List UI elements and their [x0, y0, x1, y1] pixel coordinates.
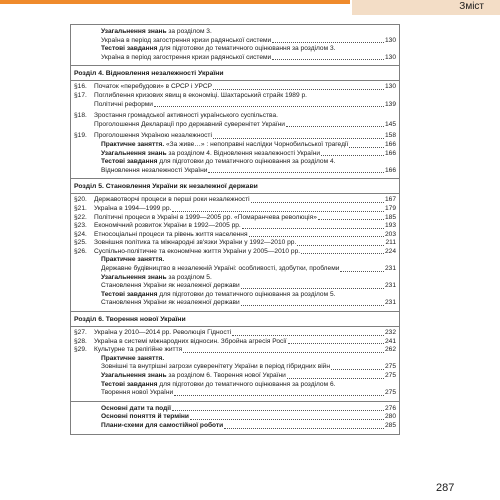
section-3-tail — [71, 25, 399, 65]
toc-entry-text: Україна у 2010—2014 рр. Революція Гідності — [94, 329, 232, 337]
toc-page: 280 — [384, 413, 396, 421]
leader-dots — [242, 228, 384, 229]
toc-entry-text: Суспільно-політичне та економічне життя України у 2005—2010 рр. — [94, 247, 301, 255]
leader-dots — [213, 138, 384, 139]
section-title: Розділ 6. Творення нової України — [74, 316, 186, 324]
toc-entry[interactable] — [71, 101, 399, 110]
paragraph-number: §19. — [74, 132, 87, 140]
toc-entry-text: Творення нової України — [101, 389, 174, 397]
toc-entry[interactable] — [71, 54, 399, 63]
test-heading — [71, 291, 399, 300]
toc-entry-text: Початок «перебудови» в СРСР і УРСР — [94, 83, 213, 91]
appendix-section — [71, 401, 399, 434]
paragraph-number: §22. — [74, 213, 87, 221]
leader-dots — [174, 395, 384, 396]
toc-entry-text: Державотворчі процеси в перші роки незалежності — [94, 196, 250, 204]
toc-entry-text: Економічний розвиток України в 1992—2005 рр. — [94, 222, 241, 230]
toc-entry[interactable] — [71, 37, 399, 46]
toc-entry-text: Проголошення Україною незалежності — [94, 132, 212, 140]
toc-entry-text: Плани-схеми для самостійної роботи — [101, 421, 224, 429]
summary-label: Узагальнення знань — [101, 372, 167, 379]
toc-page: 275 — [384, 363, 396, 371]
toc-page: 166 — [384, 140, 396, 148]
toc-entry[interactable] — [71, 413, 399, 422]
paragraph-number: §23. — [74, 222, 87, 230]
summary-label: Узагальнення знань — [101, 273, 167, 281]
toc-page: 185 — [384, 213, 396, 221]
toc-page: 130 — [384, 36, 396, 44]
toc-entry-test[interactable] — [71, 389, 399, 398]
summary-text: за розділом 3. — [166, 28, 212, 35]
leader-dots — [288, 343, 384, 344]
leader-dots — [301, 253, 384, 254]
practical-heading: Практичне заняття. — [101, 354, 165, 362]
test-text: для підготовки до тематичного оцінювання за розділом 5. — [157, 290, 336, 298]
toc-entry-text: «За живе…» : непоправні наслідки Чорнобильської трагедії — [164, 140, 349, 148]
toc-page: 275 — [384, 389, 396, 397]
section-title: Розділ 4. Відновлення незалежності України — [74, 70, 224, 78]
toc-entry[interactable] — [71, 248, 399, 257]
leader-dots — [321, 155, 384, 156]
toc-entry[interactable] — [71, 329, 399, 338]
leader-dots — [272, 59, 384, 60]
table-of-contents — [70, 24, 400, 435]
toc-entry-text: за розділом 6. Творення нової України — [166, 372, 286, 379]
toc-page: 130 — [384, 83, 396, 91]
paragraph-number: §17. — [74, 91, 87, 99]
summary-label: Узагальнення знань — [101, 149, 167, 157]
toc-entry-text: Зовнішня політика та міжнародні зв'язки України у 1992—2010 рр. — [94, 239, 297, 247]
leader-dots — [251, 202, 384, 203]
leader-dots — [241, 305, 384, 306]
toc-page: 232 — [384, 329, 396, 337]
test-label: Тестові завдання — [101, 380, 158, 388]
toc-page: 158 — [384, 132, 396, 140]
toc-entry-text: Україна в системі міжнародних відносин. Збройна агресія Росії — [94, 337, 287, 345]
leader-dots — [190, 419, 384, 420]
section-4 — [71, 65, 399, 178]
header-tab — [352, 0, 500, 15]
toc-entry-text: Україна в період загострення кризи радянської системи — [101, 53, 272, 61]
leader-dots — [272, 42, 384, 43]
toc-entry-summary[interactable] — [71, 372, 399, 381]
leader-dots — [208, 172, 384, 173]
leader-dots — [318, 219, 384, 220]
leader-dots — [172, 410, 384, 411]
paragraph-number: §29. — [74, 346, 87, 354]
toc-entry[interactable] — [71, 121, 399, 130]
toc-page: 167 — [384, 196, 396, 204]
header-title: Зміст — [459, 1, 484, 12]
test-heading — [71, 158, 399, 167]
paragraph-number: §25. — [74, 239, 87, 247]
leader-dots — [249, 236, 384, 237]
toc-entry-text: Політичні реформи — [94, 100, 153, 108]
practical-heading: Практичне заняття. — [101, 256, 165, 264]
section-6-body — [71, 326, 399, 401]
toc-page: 285 — [384, 421, 396, 429]
toc-entry[interactable] — [71, 214, 399, 223]
test-heading — [71, 45, 399, 54]
paragraph-number: §20. — [74, 196, 87, 204]
paragraph-number: §27. — [74, 329, 87, 337]
toc-page: 139 — [384, 100, 396, 108]
toc-entry[interactable] — [71, 132, 399, 141]
toc-entry-practical[interactable] — [71, 265, 399, 274]
test-text: для підготовки до тематичного оцінювання за розділом 3. — [157, 45, 336, 53]
test-heading — [71, 381, 399, 390]
paragraph-number: §24. — [74, 230, 87, 238]
test-label: Тестові завдання — [101, 158, 158, 166]
summary-heading — [71, 274, 399, 283]
toc-entry-test[interactable] — [71, 299, 399, 308]
toc-page: 231 — [384, 299, 396, 307]
leader-dots — [172, 211, 384, 212]
toc-page: 166 — [384, 149, 396, 157]
test-text: для підготовки до тематичного оцінювання за розділом 6. — [157, 380, 336, 388]
toc-page: 203 — [384, 230, 396, 238]
leader-dots — [297, 245, 384, 246]
toc-entry-practical[interactable] — [71, 363, 399, 372]
toc-entry-text: Україна в період загострення кризи радянської системи — [101, 36, 272, 44]
toc-entry-text: Становлення України як незалежної держави — [101, 282, 240, 290]
leader-dots — [232, 335, 384, 336]
toc-page: 179 — [384, 204, 396, 212]
toc-entry-practical[interactable] — [71, 141, 399, 150]
toc-entry-line1 — [71, 112, 399, 121]
toc-entry-test[interactable] — [71, 167, 399, 176]
leader-dots — [183, 352, 384, 353]
toc-entry[interactable] — [71, 222, 399, 231]
toc-entry-text: Основні дати та події — [101, 404, 171, 412]
toc-page: 193 — [384, 222, 396, 230]
section-6 — [71, 311, 399, 401]
toc-page: 262 — [384, 346, 396, 354]
leader-dots — [154, 106, 384, 107]
toc-entry-text: Етносоціальні процеси та рівень життя населення — [94, 230, 248, 238]
paragraph-number: §21. — [74, 204, 87, 212]
toc-page: 275 — [384, 372, 396, 379]
toc-page: 145 — [384, 120, 396, 128]
test-label: Тестові завдання — [101, 290, 158, 298]
toc-entry-text: Становлення України як незалежної держави — [101, 299, 240, 307]
toc-entry[interactable] — [71, 346, 399, 355]
toc-page: 231 — [384, 282, 396, 290]
toc-entry-text: Україна в 1994—1999 рр. — [94, 204, 172, 212]
leader-dots — [340, 271, 384, 272]
leader-dots — [213, 89, 384, 90]
toc-entry-summary[interactable] — [71, 282, 399, 291]
toc-entry[interactable] — [71, 83, 399, 92]
toc-entry[interactable] — [71, 239, 399, 248]
toc-entry-text: Культурне та релігійне життя — [94, 346, 183, 354]
toc-entry-text: Зовнішні та внутрішні загрози суверенітету України в період гібридних війн — [101, 363, 330, 371]
section-4-body — [71, 80, 399, 178]
page-header — [0, 0, 500, 16]
toc-entry[interactable] — [71, 231, 399, 240]
toc-entry-text: Державне будівництво в незалежній Україні: особливості, здобутки, проблеми — [101, 265, 340, 273]
toc-entry-text: Поглиблення кризових явищ в економіці. Шахтарський страйк 1989 р. — [94, 91, 307, 99]
summary-heading — [71, 28, 399, 37]
toc-page: 166 — [384, 166, 396, 174]
toc-entry[interactable] — [71, 196, 399, 205]
leader-dots — [224, 428, 384, 429]
section-title: Розділ 5. Становлення України як незалежної держави — [74, 183, 258, 191]
header-accent-stripe — [0, 0, 350, 4]
toc-entry-text: Відновлення незалежності України — [101, 166, 208, 174]
toc-page: 130 — [384, 53, 396, 61]
toc-entry-summary[interactable] — [71, 150, 399, 159]
leader-dots — [349, 147, 384, 148]
test-label: Тестові завдання — [101, 45, 158, 53]
leader-dots — [241, 288, 384, 289]
toc-entry-text: Зростання громадської активності українського суспільства. — [94, 112, 278, 120]
summary-label: Узагальнення знань — [101, 28, 167, 35]
toc-page: 231 — [384, 265, 396, 273]
test-text: для підготовки до тематичного оцінювання за розділом 4. — [157, 158, 336, 166]
paragraph-number: §18. — [74, 112, 87, 120]
toc-page: 211 — [385, 239, 396, 247]
section-5-body — [71, 193, 399, 311]
practical-label: Практичне заняття. — [101, 140, 165, 148]
toc-entry[interactable] — [71, 205, 399, 214]
toc-entry[interactable] — [71, 422, 399, 431]
leader-dots — [287, 378, 384, 379]
summary-text: за розділом 5. — [166, 273, 212, 281]
paragraph-number: §28. — [74, 337, 87, 345]
toc-entry-line1 — [71, 92, 399, 101]
toc-entry-text: за розділом 4. Відновлення незалежності України — [166, 149, 321, 157]
toc-entry-text: Основні поняття й терміни — [101, 413, 189, 421]
paragraph-number: §16. — [74, 83, 87, 91]
paragraph-number: §26. — [74, 247, 87, 255]
leader-dots — [286, 126, 384, 127]
toc-page: 241 — [384, 337, 396, 345]
toc-entry-text: Політичні процеси в Україні в 1999—2005 рр. «Помаранчева революція» — [94, 213, 317, 221]
toc-page: 224 — [384, 247, 396, 255]
toc-entry-text: Проголошення Декларації про державний суверенітет України — [94, 120, 285, 128]
section-5 — [71, 178, 399, 311]
toc-page: 276 — [384, 404, 396, 412]
page-number: 287 — [436, 482, 455, 494]
leader-dots — [331, 369, 384, 370]
toc-entry[interactable] — [71, 338, 399, 347]
